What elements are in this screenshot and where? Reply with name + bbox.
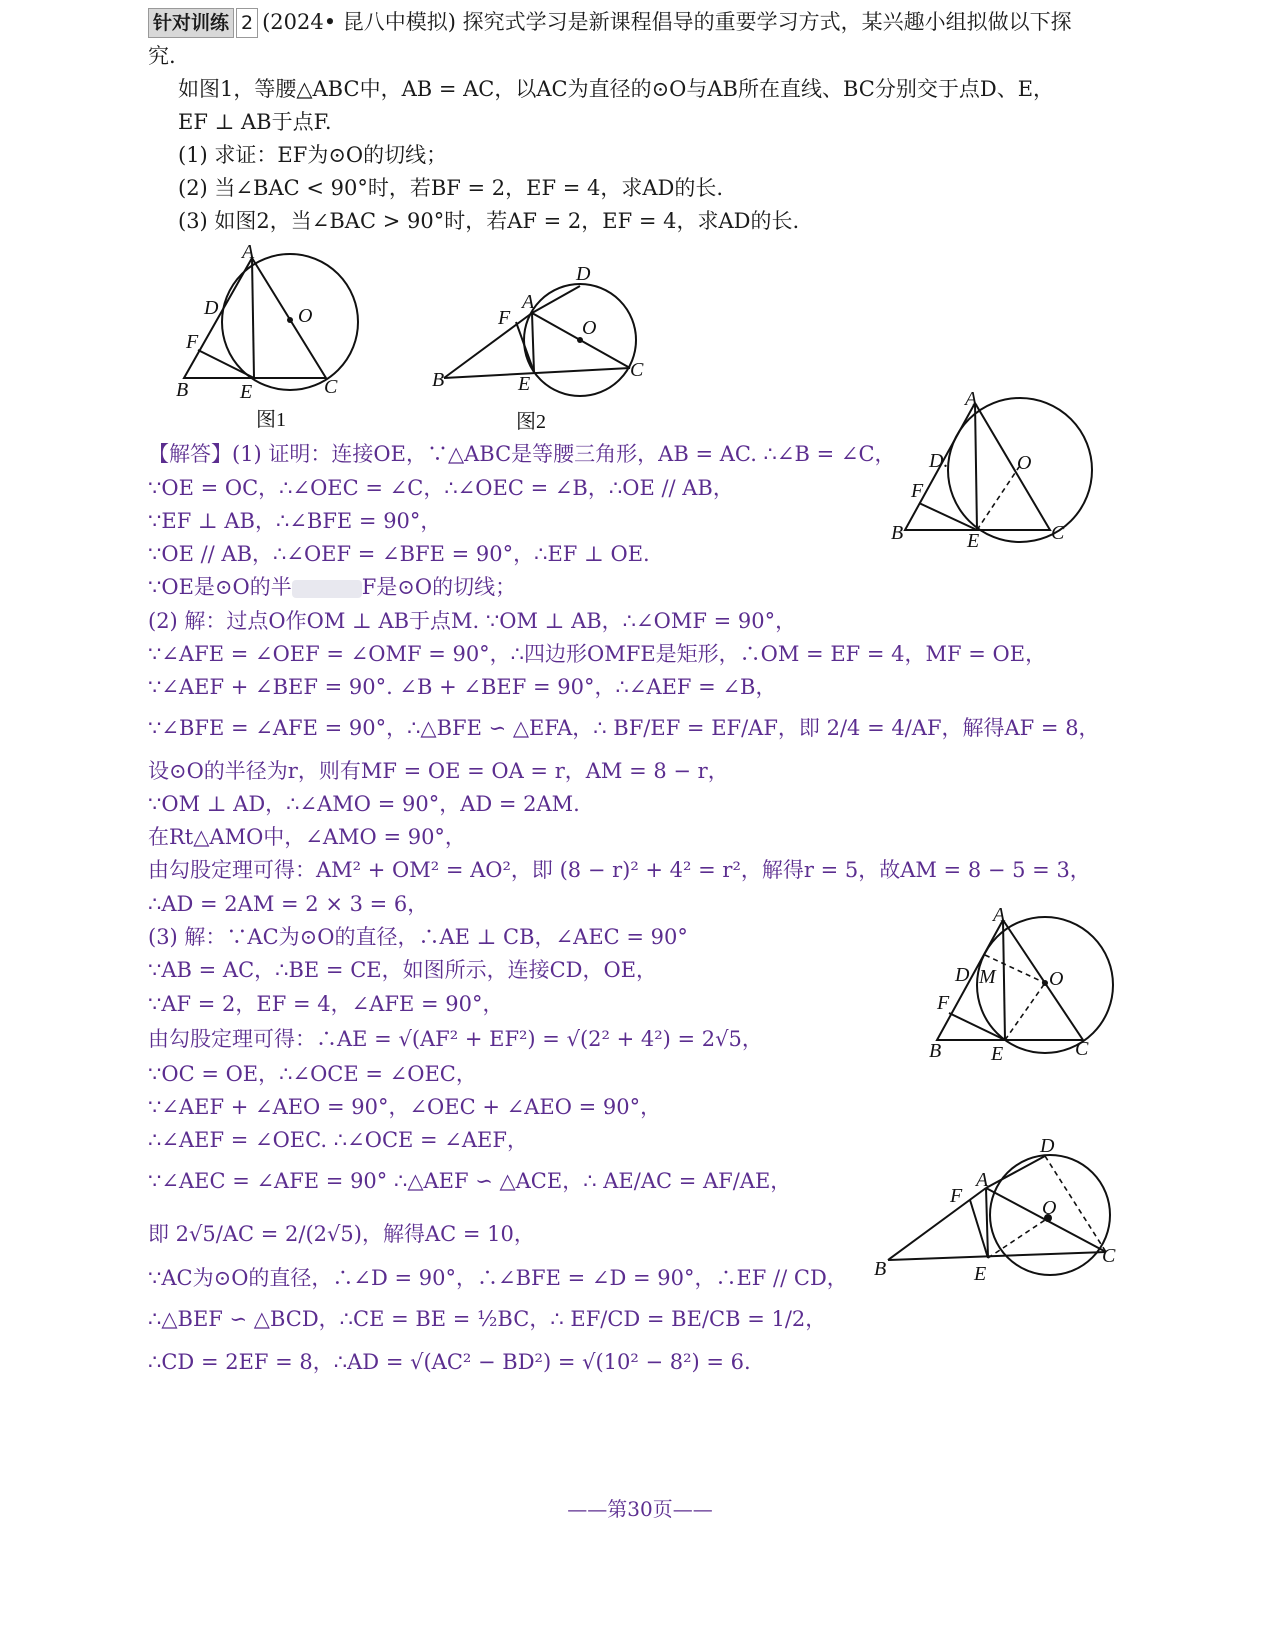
solution-figure-2 <box>925 905 1125 1074</box>
svg-text:F: F <box>937 992 950 1014</box>
solution-line-7: ∵∠AFE = ∠OEF = ∠OMF = 90°，∴四边形OMFE是矩形，∴OM = EF = 4，MF = OE， <box>148 642 1047 666</box>
svg-text:E: E <box>974 1263 987 1285</box>
svg-text:E: E <box>240 381 253 403</box>
solution-line-6: (2) 解：过点O作OM ⊥ AB于点M. ∵OM ⊥ AB，∴∠OMF = 90°， <box>148 609 797 633</box>
training-tag: 针对训练 <box>148 8 234 38</box>
svg-text:E: E <box>967 530 980 552</box>
svg-text:A: A <box>993 905 1006 926</box>
problem-given-line-2: EF ⊥ AB于点F. <box>178 110 332 134</box>
solution-line-12: 在Rt△AMO中，∠AMO = 90°， <box>148 825 466 849</box>
svg-text:A: A <box>242 241 255 263</box>
solution-line-24: ∵AC为⊙O的直径，∴∠D = 90°，∴∠BFE = ∠D = 90°，∴EF // CD， <box>148 1266 848 1290</box>
svg-text:F: F <box>911 480 924 502</box>
solution-line-21: ∴∠AEF = ∠OEC. ∴∠OCE = ∠AEF， <box>148 1128 528 1152</box>
solution-line-10: 设⊙O的半径为r，则有MF = OE = OA = r，AM = 8 − r， <box>148 759 729 783</box>
svg-text:D: D <box>576 263 591 285</box>
solution-line-5b: F是⊙O的切线； <box>361 575 517 599</box>
solution-figure-3 <box>870 1130 1130 1299</box>
svg-text:F: F <box>186 331 199 353</box>
figure-1 <box>170 240 380 439</box>
svg-text:C: C <box>630 359 644 381</box>
solution-line-14: ∴AD = 2AM = 2 × 3 = 6， <box>148 892 429 916</box>
svg-text:O: O <box>298 305 313 327</box>
problem-intro-text-1: (2024• 昆八中模拟) 探究式学习是新课程倡导的重要学习方式，某兴趣小组拟做以下探 <box>262 10 1072 34</box>
solution-line-8: ∵∠AEF + ∠BEF = 90°. ∠B + ∠BEF = 90°，∴∠AEF = ∠B， <box>148 675 777 699</box>
svg-text:B: B <box>432 369 445 391</box>
solution-line-5a: ∵OE是⊙O的半 <box>148 575 292 599</box>
solution-line-3: ∵EF ⊥ AB，∴∠BFE = 90°， <box>148 509 442 533</box>
svg-text:A: A <box>965 388 978 410</box>
svg-text:O: O <box>1049 968 1064 990</box>
figure-2-caption: 图2 <box>516 411 546 433</box>
svg-text:D.: D. <box>929 450 949 472</box>
problem-intro-line-2: 究. <box>148 44 176 68</box>
question-2: (2) 当∠BAC < 90°时，若BF = 2，EF = 4，求AD的长. <box>178 176 724 200</box>
svg-text:D: D <box>955 964 970 986</box>
svg-text:B: B <box>874 1258 887 1280</box>
solution-line-11: ∵OM ⊥ AD，∴∠AMO = 90°，AD = 2AM. <box>148 792 580 816</box>
solution-line-25: ∴△BEF ∽ △BCD，∴CE = BE = ½BC，∴ EF/CD = BE/CB = 1/2， <box>148 1307 827 1331</box>
solution-line-19: ∵OC = OE，∴∠OCE = ∠OEC， <box>148 1062 477 1086</box>
svg-text:O: O <box>1042 1197 1057 1219</box>
solution-line-15: (3) 解：∵AC为⊙O的直径，∴AE ⊥ CB，∠AEC = 90° <box>148 925 688 949</box>
svg-text:E: E <box>991 1043 1004 1065</box>
svg-text:M: M <box>979 966 996 988</box>
solution-figure-1 <box>885 385 1105 559</box>
svg-text:C: C <box>324 376 338 398</box>
svg-text:B: B <box>929 1040 942 1062</box>
solution-line-9: ∵∠BFE = ∠AFE = 90°，∴△BFE ∽ △EFA，∴ BF/EF = EF/AF，即 2/4 = 4/AF，解得AF = 8， <box>148 716 1100 740</box>
question-3: (3) 如图2，当∠BAC > 90°时，若AF = 2，EF = 4，求AD的长. <box>178 209 800 233</box>
page-number-footer: ——第30页—— <box>567 1497 713 1521</box>
blurred-region <box>292 580 362 598</box>
svg-text:A: A <box>976 1169 989 1191</box>
figure-1-caption: 图1 <box>256 409 286 431</box>
training-tag-number: 2 <box>236 8 258 38</box>
solution-line-2: ∵OE = OC，∴∠OEC = ∠C，∴∠OEC = ∠B，∴OE // AB， <box>148 476 734 500</box>
svg-text:B: B <box>176 379 189 401</box>
svg-text:C: C <box>1051 522 1065 544</box>
svg-text:F: F <box>950 1185 963 1207</box>
solution-line-22: ∵∠AEC = ∠AFE = 90° ∴△AEF ∽ △ACE，∴ AE/AC = AF/AE， <box>148 1169 792 1193</box>
solution-line-18: 由勾股定理可得：∴AE = √(AF² + EF²) = √(2² + 4²) = 2√5， <box>148 1027 763 1051</box>
solution-line-23: 即 2√5/AC = 2/(2√5)，解得AC = 10， <box>148 1222 535 1246</box>
svg-text:F: F <box>498 307 511 329</box>
problem-given-line-1: 如图1，等腰△ABC中，AB = AC，以AC为直径的⊙O与AB所在直线、BC分别交于点D、E， <box>178 77 1055 101</box>
question-1: (1) 求证：EF为⊙O的切线； <box>178 143 448 167</box>
svg-text:A: A <box>522 291 535 313</box>
svg-text:D: D <box>1040 1135 1055 1157</box>
svg-text:B: B <box>891 522 904 544</box>
solution-line-4: ∵OE // AB，∴∠OEF = ∠BFE = 90°，∴EF ⊥ OE. <box>148 542 650 566</box>
solution-line-16: ∵AB = AC，∴BE = CE，如图所示，连接CD，OE， <box>148 958 658 982</box>
svg-text:O: O <box>1017 452 1032 474</box>
solution-line-20: ∵∠AEF + ∠AEO = 90°，∠OEC + ∠AEO = 90°， <box>148 1095 662 1119</box>
problem-intro-line-1 <box>148 8 1072 38</box>
solution-line-1: 【解答】(1) 证明：连接OE，∵△ABC是等腰三角形，AB = AC. ∴∠B = ∠C， <box>148 442 896 466</box>
svg-text:C: C <box>1102 1245 1116 1267</box>
svg-text:O: O <box>582 317 597 339</box>
svg-text:D: D <box>204 297 219 319</box>
solution-line-5 <box>148 573 516 601</box>
solution-line-17: ∵AF = 2，EF = 4，∠AFE = 90°， <box>148 992 504 1016</box>
figure-2 <box>430 258 660 442</box>
svg-text:C: C <box>1075 1038 1089 1060</box>
svg-text:E: E <box>518 373 531 395</box>
solution-line-13: 由勾股定理可得：AM² + OM² = AO²，即 (8 − r)² + 4² = r²，解得r = 5，故AM = 8 − 5 = 3， <box>148 858 1091 882</box>
solution-line-26: ∴CD = 2EF = 8，∴AD = √(AC² − BD²) = √(10² − 8²) = 6. <box>148 1350 751 1374</box>
